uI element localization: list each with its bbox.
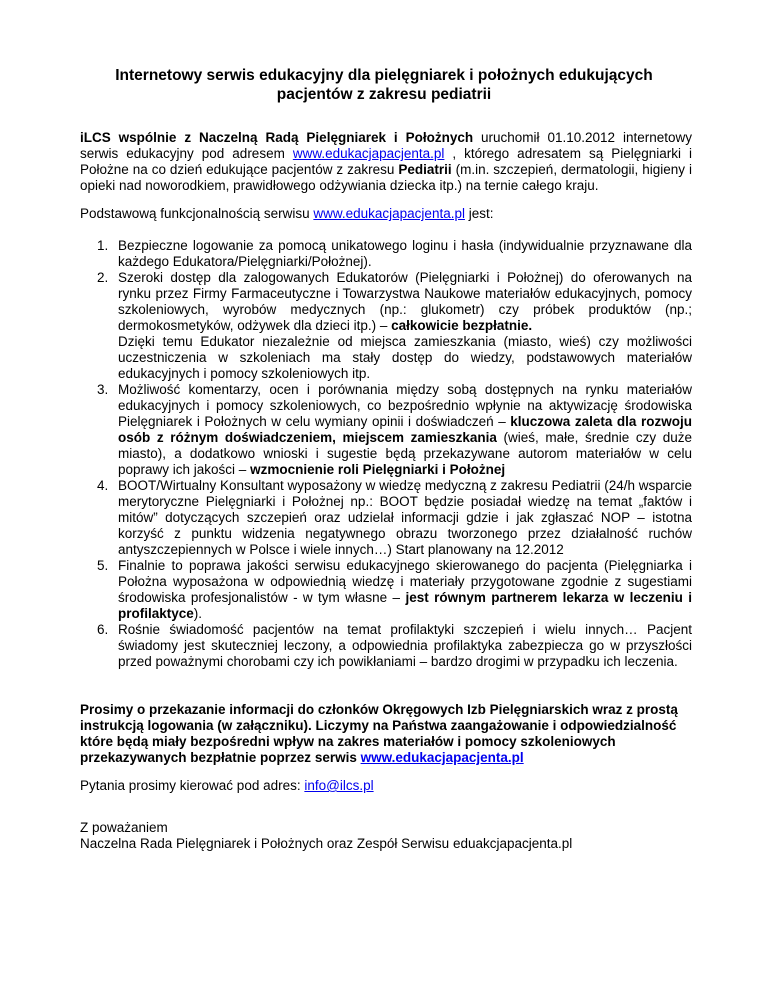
- list-item: 1. Bezpieczne logowanie za pomocą unikatowego loginu i hasła (indywidualnie przyznawane dla każdego Edukatora/Pielęgniarki/Położnej).: [97, 238, 692, 269]
- equal-partner-bold: jest równym partnerem lekarza w leczeniu i profilaktyce: [118, 590, 692, 621]
- key-advantage-bold: kluczowa zaleta dla rozwoju osób z różnym doświadczeniem, miejscem zamieszkania: [118, 414, 692, 445]
- list-item-number: 6.: [97, 622, 109, 637]
- request-website-link[interactable]: www.edukacjapacjenta.pl: [360, 750, 524, 765]
- functionality-list: [80, 238, 692, 670]
- functionality-intro: Podstawową funkcjonalnością serwisu www.edukacjapacjenta.pl jest:: [80, 206, 494, 221]
- list-item: 3. Możliwość komentarzy, ocen i porównania między sobą dostępnych na rynku materiałów edukacyjnych i pomocy szkoleniowych, co bezpośrednio wpłynie na aktywizację środowiska Pielęgniarek i Położnych w celu wymiany opinii i doświadczeń – kluczowa zaleta dla rozwoju osób z różnym doświadczeniem, miejscem zamieszkania (wieś, małe, średnie czy duże miasto), a dodatkowo wnioski i sugestie będą przekazywane autorom materiałów w celu poprawy ich jakości – wzmocnienie roli Pielęgniarki i Położnej: [97, 382, 692, 477]
- request-paragraph: Prosimy o przekazanie informacji do członków Okręgowych Izb Pielęgniarskich wraz z prostą instrukcją logowania (w załączniku). Liczymy na Państwa zaangażowanie i odpowiedzialność które będą miały bezpośredni wpływ na zakres materiałów i pomocy szkoleniowych przekazywanych bezpłatnie poprzez serwis www.edukacjapacjenta.pl: [80, 702, 678, 765]
- list-item-number: 3.: [97, 382, 109, 397]
- list-item: 5. Finalnie to poprawa jakości serwisu edukacyjnego skierowanego do pacjenta (Pielęgniarka i Położna wyposażona w odpowiednią wiedzę i materiały przygotowane zgodnie z sugestiami środowiska profesjonalistów - w tym własne – jest równym partnerem lekarza w leczeniu i profilaktyce).: [97, 558, 692, 621]
- list-item-number: 2.: [97, 270, 109, 285]
- strengthen-role-bold: wzmocnienie roli Pielęgniarki i Położnej: [250, 462, 506, 477]
- closing-signature: Naczelna Rada Pielęgniarek i Położnych oraz Zespół Serwisu eduakcjapacjenta.pl: [80, 836, 573, 851]
- list-item: 4. BOOT/Wirtualny Konsultant wyposażony w wiedzę medyczną z zakresu Pediatrii (24/h wsparcie merytoryczne Pielęgniarki i Położnej np.: BOOT będzie posiadał wiedzę na temat „faktów i mitów” dotyczących szczepień oraz udzielał informacji gdzie i jak zgłaszać NOP – istotna korzyść z punktu widzenia negatywnego obrazu tworzonego przez działalność ruchów antyszczepiennych w Polsce i wiele innych…) Start planowany na 12.2012: [97, 478, 692, 557]
- closing-greeting: Z poważaniem: [80, 820, 168, 835]
- questions-line: Pytania prosimy kierować pod adres: info@ilcs.pl: [80, 778, 374, 793]
- list-item-number: 1.: [97, 238, 109, 253]
- intro-paragraph: iLCS wspólnie z Naczelną Radą Pielęgniarek i Położnych uruchomił 01.10.2012 internetowy serwis edukacyjny pod adresem www.edukacjapacjenta.pl , którego adresatem są Pielęgniarki i Położne na co dzień edukujące pacjentów z zakresu Pediatrii (m.in. szczepień, dermatologii, higieny i opieki nad noworodkiem, prawidłowego odżywiania dziecka itp.) na ternie całego kraju.: [80, 130, 693, 193]
- document-title: Internetowy serwis edukacyjny dla pielęgniarek i położnych edukujących pacjentów z zakresu pediatrii: [115, 67, 653, 103]
- intro-bold-pediatrics: Pediatrii: [398, 162, 452, 177]
- free-of-charge-bold: całkowicie bezpłatnie.: [391, 318, 533, 333]
- intro-website-link[interactable]: www.edukacjapacjenta.pl: [292, 146, 445, 161]
- list-item-number: 5.: [97, 558, 109, 573]
- list-item: 2. Szeroki dostęp dla zalogowanych Edukatorów (Pielęgniarki i Położnej) do oferowanych na rynku przez Firmy Farmaceutyczne i Towarzystwa Naukowe materiałów edukacyjnych, pomocy szkoleniowych, wyrobów medycznych (np.: glukometr) czy próbek produktów (np.; dermokosmetyków, odżywek dla dzieci itp.) – całkowicie bezpłatnie. Dzięki temu Edukator niezależnie od miejsca zamieszkania (miasto, wieś) czy możliwości uczestniczenia w szkoleniach ma stały dostęp do wiedzy, podstawowych materiałów edukacyjnych i pomocy szkoleniowych itp.: [97, 270, 692, 381]
- contact-email-link[interactable]: info@ilcs.pl: [304, 778, 374, 793]
- functionality-website-link[interactable]: www.edukacjapacjenta.pl: [313, 206, 465, 221]
- list-item-number: 4.: [97, 478, 109, 493]
- list-item: 6. Rośnie świadomość pacjentów na temat profilaktyki szczepień i wielu innych… Pacjent świadomy jest skuteczniej leczony, a odpowiednia profilaktyka zabezpiecza go w przyszłości przed poważnymi chorobami czy ich powikłaniami – bardzo drogimi w przypadku ich leczenia.: [97, 622, 692, 669]
- intro-bold-organization: iLCS wspólnie z Naczelną Radą Pielęgniarek i Położnych: [80, 130, 474, 145]
